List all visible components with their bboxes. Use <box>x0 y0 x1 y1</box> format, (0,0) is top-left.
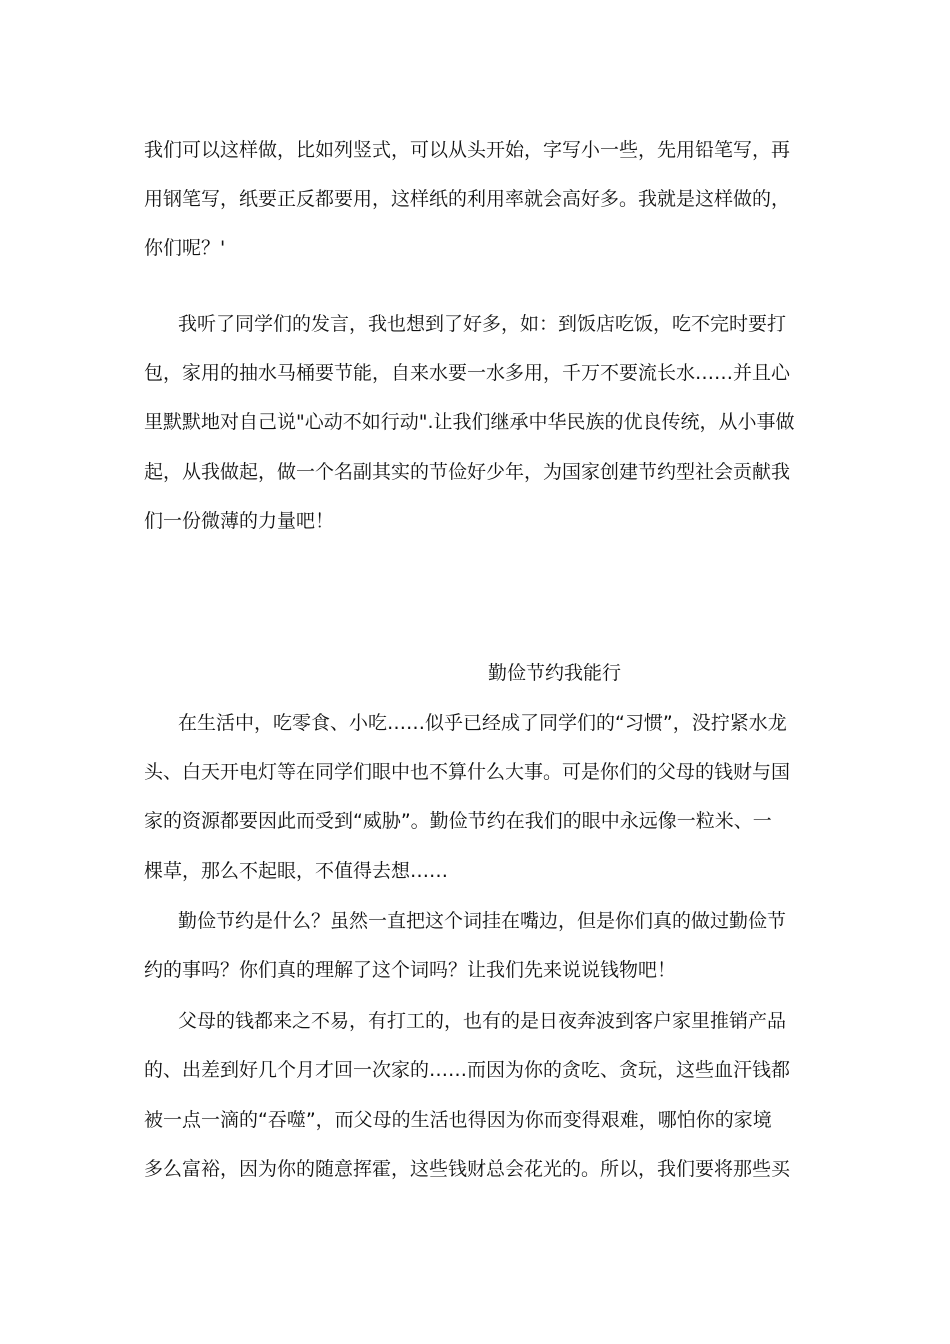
intro-line-3: 你们呢？' <box>144 237 226 259</box>
essay-title: 勤俭节约我能行 <box>488 662 622 684</box>
essay-para1-line-4: 棵草，那么不起眼，不值得去想…… <box>144 860 449 882</box>
essay-para1-line-1: 在生活中，吃零食、小吃……似乎已经成了同学们的“习惯”，没拧紧水龙 <box>178 712 787 734</box>
essay-para3-line-2: 的、出差到好几个月才回一次家的……而因为你的贪吃、贪玩，这些血汗钱都 <box>144 1059 791 1081</box>
intro-line-1: 我们可以这样做，比如列竖式，可以从头开始，字写小一些，先用铅笔写，再 <box>144 139 791 161</box>
para2-line-1: 我听了同学们的发言，我也想到了好多，如：到饭店吃饭，吃不完时要打 <box>178 313 787 335</box>
para2-line-4: 起，从我做起，做一个名副其实的节俭好少年，为国家创建节约型社会贡献我 <box>144 461 791 483</box>
para2-line-2: 包，家用的抽水马桶要节能，自来水要一水多用，千万不要流长水……并且心 <box>144 362 791 384</box>
essay-para1-line-2: 头、白天开电灯等在同学们眼中也不算什么大事。可是你们的父母的钱财与国 <box>144 761 791 783</box>
essay-para2-line-2: 约的事吗？你们真的理解了这个词吗？让我们先来说说钱物吧！ <box>144 959 677 981</box>
essay-para3-line-4: 多么富裕，因为你的随意挥霍，这些钱财总会花光的。所以，我们要将那些买 <box>144 1158 791 1180</box>
intro-line-2: 用钢笔写，纸要正反都要用，这样纸的利用率就会高好多。我就是这样做的， <box>144 188 791 210</box>
essay-para3-line-1: 父母的钱都来之不易，有打工的，也有的是日夜奔波到客户家里推销产品 <box>178 1010 787 1032</box>
essay-para1-line-3: 家的资源都要因此而受到“威胁”。勤俭节约在我们的眼中永远像一粒米、一 <box>144 810 772 832</box>
essay-para3-line-3: 被一点一滴的“吞噬”，而父母的生活也得因为你而变得艰难，哪怕你的家境 <box>144 1109 772 1131</box>
essay-para2-line-1: 勤俭节约是什么？虽然一直把这个词挂在嘴边，但是你们真的做过勤俭节 <box>178 910 787 932</box>
para2-line-5: 们一份微薄的力量吧！ <box>144 510 335 532</box>
para2-line-3: 里默默地对自己说"心动不如行动".让我们继承中华民族的优良传统，从小事做 <box>144 411 795 433</box>
